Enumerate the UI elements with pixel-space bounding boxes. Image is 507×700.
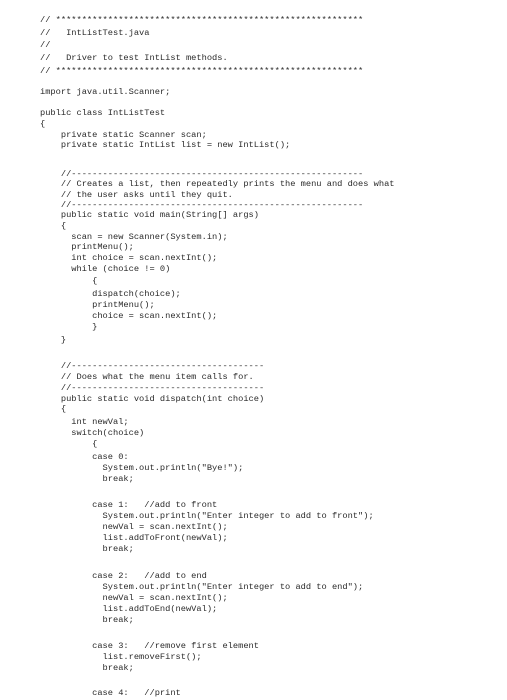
header-comment-filename: // IntListTest.java (40, 28, 150, 38)
case-3-remove: list.removeFirst(); (40, 652, 202, 662)
header-comment-border-bottom: // *********************************************************** (40, 66, 364, 76)
dispatch-method-signature: public static void dispatch(int choice) (40, 394, 265, 404)
dispatch-switch: switch(choice) (40, 428, 145, 438)
dispatch-open-brace: { (40, 404, 67, 414)
field-list: private static IntList list = new IntList(); (40, 140, 291, 150)
main-open-brace: { (40, 221, 67, 231)
case-1-println: System.out.println("Enter integer to add to front"); (40, 511, 374, 521)
main-print-menu: printMenu(); (40, 242, 134, 252)
case-2-label: case 2: //add to end (40, 571, 207, 581)
class-open-brace: { (40, 119, 46, 129)
main-comment-line-1: // Creates a list, then repeatedly prints the menu and does what (40, 179, 395, 189)
case-4-label: case 4: //print (40, 688, 181, 698)
case-0-println: System.out.println("Bye!"); (40, 463, 244, 473)
main-choice-init: int choice = scan.nextInt(); (40, 253, 218, 263)
while-close-brace: } (40, 322, 98, 332)
switch-open-brace: { (40, 439, 98, 449)
case-1-break: break; (40, 544, 134, 554)
main-close-brace: } (40, 335, 67, 345)
while-print-menu: printMenu(); (40, 300, 155, 310)
case-3-break: break; (40, 663, 134, 673)
main-scan-init: scan = new Scanner(System.in); (40, 232, 228, 242)
main-comment-line-2: // the user asks until they quit. (40, 190, 233, 200)
header-comment-border-top: // *********************************************************** (40, 15, 364, 25)
main-method-signature: public static void main(String[] args) (40, 210, 259, 220)
case-1-add: list.addToFront(newVal); (40, 533, 228, 543)
while-choice-read: choice = scan.nextInt(); (40, 311, 218, 321)
field-scanner: private static Scanner scan; (40, 130, 207, 140)
case-0-break: break; (40, 474, 134, 484)
main-comment-border-top: //-------------------------------------------------------- (40, 169, 364, 179)
dispatch-comment-line: // Does what the menu item calls for. (40, 372, 254, 382)
case-2-println: System.out.println("Enter integer to add to end"); (40, 582, 364, 592)
while-open-brace: { (40, 276, 98, 286)
case-3-label: case 3: //remove first element (40, 641, 259, 651)
dispatch-newval-decl: int newVal; (40, 417, 129, 427)
case-2-add: list.addToEnd(newVal); (40, 604, 218, 614)
header-comment-blank: // (40, 40, 51, 50)
class-declaration: public class IntListTest (40, 108, 166, 118)
case-2-break: break; (40, 615, 134, 625)
case-2-read: newVal = scan.nextInt(); (40, 593, 228, 603)
main-comment-border-bottom: //-------------------------------------------------------- (40, 200, 364, 210)
header-comment-description: // Driver to test IntList methods. (40, 53, 228, 63)
main-while: while (choice != 0) (40, 264, 171, 274)
case-1-read: newVal = scan.nextInt(); (40, 522, 228, 532)
while-dispatch: dispatch(choice); (40, 289, 181, 299)
dispatch-comment-border-bottom: //------------------------------------- (40, 383, 265, 393)
case-0-label: case 0: (40, 452, 129, 462)
import-statement: import java.util.Scanner; (40, 87, 171, 97)
dispatch-comment-border-top: //------------------------------------- (40, 361, 265, 371)
case-1-label: case 1: //add to front (40, 500, 218, 510)
